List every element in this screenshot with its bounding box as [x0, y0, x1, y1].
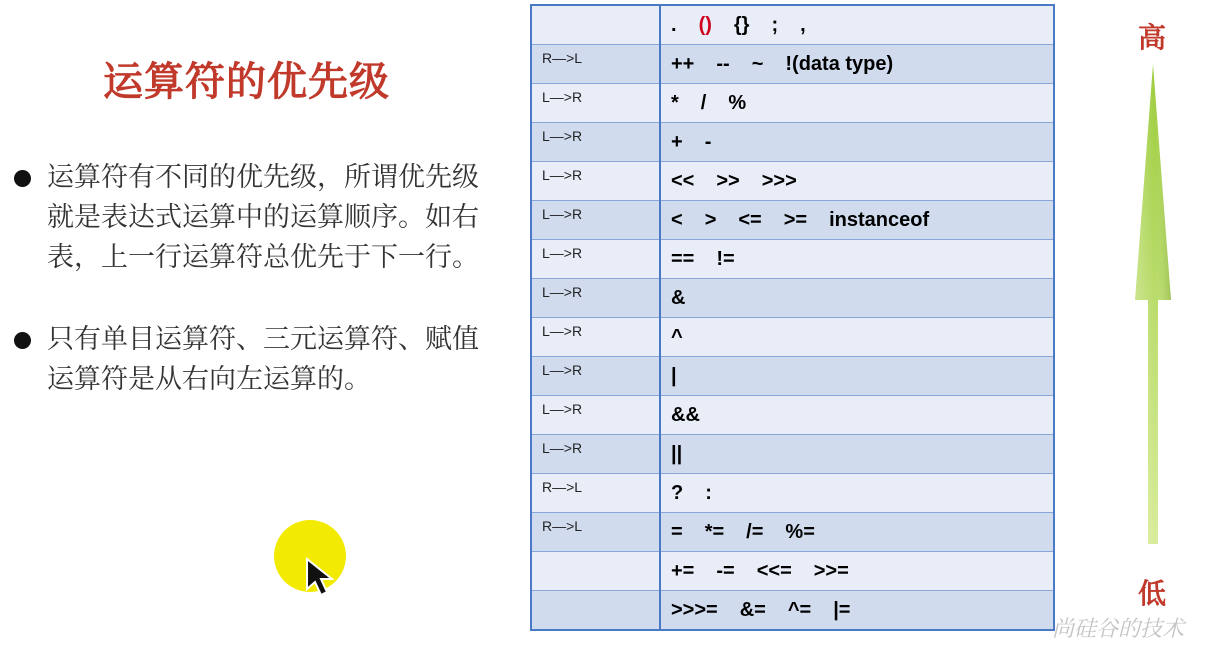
operator: != — [716, 247, 735, 270]
operator: {} — [733, 13, 750, 36]
table-row — [531, 552, 1054, 591]
operator: , — [800, 13, 806, 36]
page-title: 运算符的优先级 — [103, 58, 390, 105]
operator: : — [705, 481, 712, 504]
operator: = — [671, 520, 683, 543]
operator: ? — [671, 481, 684, 504]
operators-cell — [660, 318, 1054, 357]
priority-low-label: 低 — [1138, 577, 1167, 610]
operator: && — [671, 403, 700, 426]
operators-cell — [660, 240, 1054, 279]
bullet-text: 运算符有不同的优先级，所谓优先级就是表达式运算中的运算顺序。如右表，上一行运算符总优先于下一行。 — [47, 162, 479, 273]
associativity-cell — [531, 84, 660, 123]
associativity-text: L—>R — [542, 128, 583, 144]
operators-cell — [660, 513, 1054, 552]
bullet-item — [12, 158, 487, 278]
operator: instanceof — [829, 208, 930, 231]
operator: >>= — [813, 559, 849, 582]
associativity-cell — [531, 162, 660, 201]
operators-cell — [660, 591, 1054, 631]
operator: <= — [738, 208, 762, 231]
operator: !(data type) — [785, 52, 894, 75]
associativity-text: R—>L — [542, 50, 583, 66]
operators-cell — [660, 396, 1054, 435]
table-row — [531, 396, 1054, 435]
associativity-text: L—>R — [542, 401, 583, 417]
operator: >= — [783, 208, 808, 231]
operators-cell — [660, 279, 1054, 318]
operator: += — [671, 559, 695, 582]
operators-cell — [660, 5, 1054, 45]
table-row — [531, 45, 1054, 84]
table-row — [531, 5, 1054, 45]
associativity-cell — [531, 240, 660, 279]
operator: &= — [739, 598, 766, 621]
operator: -= — [716, 559, 735, 582]
operator: - — [704, 130, 712, 153]
operator: % — [728, 91, 747, 114]
mouse-pointer-icon — [305, 557, 339, 597]
operator: -- — [716, 52, 730, 75]
operator: %= — [785, 520, 815, 543]
operators-cell — [660, 84, 1054, 123]
associativity-cell — [531, 357, 660, 396]
operator: *= — [704, 520, 725, 543]
operator: | — [671, 364, 677, 387]
operators-cell — [660, 435, 1054, 474]
table-row — [531, 513, 1054, 552]
associativity-text: L—>R — [542, 284, 583, 300]
operator: >>>= — [671, 598, 718, 621]
operator: |= — [833, 598, 851, 621]
associativity-text: R—>L — [542, 479, 583, 495]
operator: & — [671, 286, 686, 309]
associativity-cell — [531, 396, 660, 435]
operators-cell — [660, 45, 1054, 84]
watermark: 尚硅谷的技术 — [1052, 617, 1185, 642]
operator: + — [671, 130, 683, 153]
associativity-text: R—>L — [542, 518, 583, 534]
associativity-text: L—>R — [542, 245, 583, 261]
operator: << — [671, 169, 695, 192]
associativity-text: L—>R — [542, 323, 583, 339]
priority-arrow-icon — [1132, 62, 1174, 548]
associativity-cell — [531, 45, 660, 84]
bullet-list — [12, 158, 487, 442]
operator: /= — [746, 520, 764, 543]
bullet-dot-icon — [14, 332, 31, 349]
table-row — [531, 435, 1054, 474]
operators-cell — [660, 474, 1054, 513]
table-row — [531, 201, 1054, 240]
operator: () — [698, 13, 712, 36]
table-row — [531, 474, 1054, 513]
operator: ^ — [671, 325, 683, 348]
operators-cell — [660, 357, 1054, 396]
operator: ~ — [751, 52, 764, 75]
associativity-text: L—>R — [542, 89, 583, 105]
table-row — [531, 240, 1054, 279]
operator: >> — [716, 169, 740, 192]
operators-cell — [660, 123, 1054, 162]
operator: / — [700, 91, 707, 114]
operator: * — [671, 91, 679, 114]
operator: >>> — [761, 169, 797, 192]
associativity-text: L—>R — [542, 362, 583, 378]
precedence-table — [530, 4, 1055, 631]
priority-high-label: 高 — [1138, 21, 1167, 54]
operator: > — [704, 208, 717, 231]
operator: ^= — [787, 598, 812, 621]
table-row — [531, 591, 1054, 631]
associativity-cell — [531, 123, 660, 162]
table-row — [531, 162, 1054, 201]
associativity-cell — [531, 201, 660, 240]
associativity-cell — [531, 513, 660, 552]
associativity-cell — [531, 435, 660, 474]
bullet-text: 只有单目运算符、三元运算符、赋值运算符是从右向左运算的。 — [47, 324, 479, 395]
associativity-cell — [531, 474, 660, 513]
operator: == — [671, 247, 695, 270]
operator: ++ — [671, 52, 695, 75]
operator: || — [671, 442, 683, 465]
associativity-cell — [531, 318, 660, 357]
operator: ; — [771, 13, 779, 36]
table-row — [531, 279, 1054, 318]
table-row — [531, 123, 1054, 162]
associativity-cell — [531, 279, 660, 318]
associativity-cell — [531, 591, 660, 631]
associativity-text: L—>R — [542, 167, 583, 183]
bullet-item — [12, 320, 487, 400]
table-row — [531, 318, 1054, 357]
operator: < — [671, 208, 683, 231]
operator: . — [671, 13, 677, 36]
operators-cell — [660, 162, 1054, 201]
operators-cell — [660, 552, 1054, 591]
associativity-text: L—>R — [542, 206, 583, 222]
associativity-cell — [531, 552, 660, 591]
bullet-dot-icon — [14, 170, 31, 187]
operators-cell — [660, 201, 1054, 240]
associativity-text: L—>R — [542, 440, 583, 456]
associativity-cell — [531, 5, 660, 45]
table-row — [531, 357, 1054, 396]
table-row — [531, 84, 1054, 123]
operator: <<= — [756, 559, 792, 582]
